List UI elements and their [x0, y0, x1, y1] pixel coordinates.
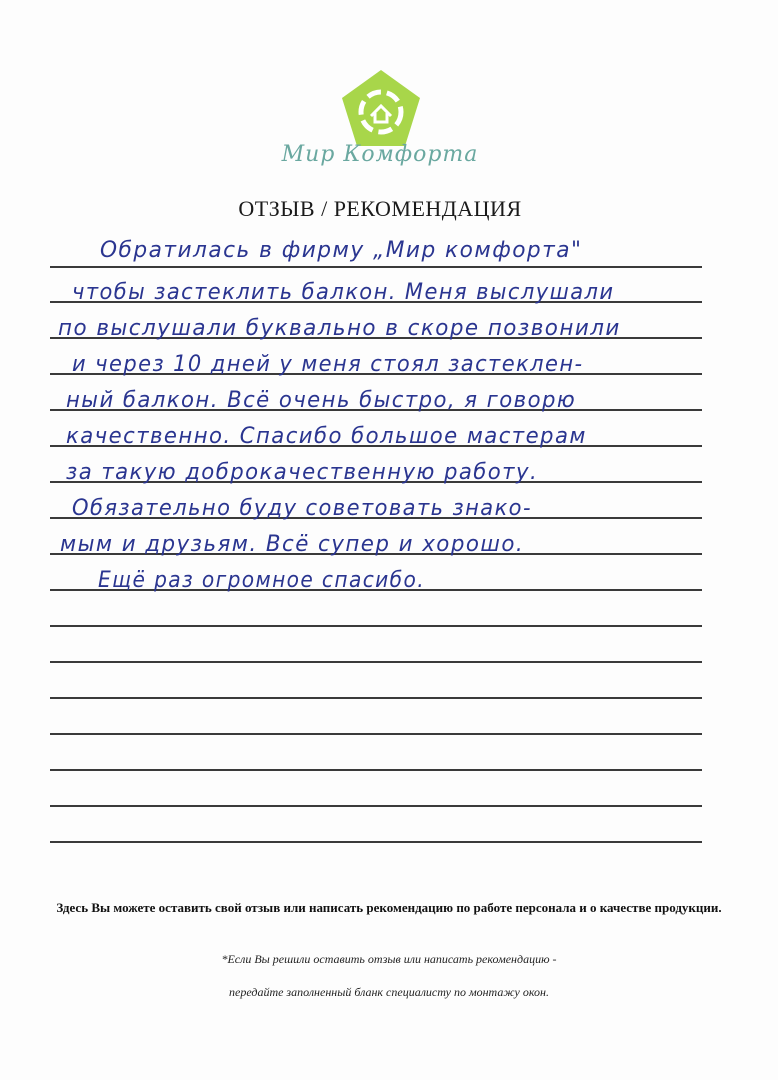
handwritten-line-9: мым и друзьям. Всё супер и хорошо.	[60, 532, 525, 557]
handwritten-line-2: чтобы застеклить балкон. Меня выслушали	[72, 280, 615, 305]
handwritten-line-10: Ещё раз огромное спасибо.	[98, 568, 425, 593]
rule-line	[50, 661, 702, 663]
company-logo	[340, 68, 422, 148]
footer-note-line-2: передайте заполненный бланк специалисту по монтажу окон.	[229, 985, 549, 999]
rule-line	[50, 769, 702, 771]
rule-line	[50, 733, 702, 735]
handwritten-line-3: по выслушали буквально в скоре позвонили	[58, 316, 621, 341]
brand-name: Мир Комфорта	[281, 142, 479, 167]
footer-note-line-1: *Если Вы решили оставить отзыв или написать рекомендацию -	[221, 952, 557, 966]
page-title: ОТЗЫВ / РЕКОМЕНДАЦИЯ	[238, 196, 522, 221]
rule-line	[50, 841, 702, 843]
rule-line	[50, 805, 702, 807]
rule-line	[50, 266, 702, 268]
handwritten-line-8: Обязательно буду советовать знако-	[72, 496, 532, 521]
handwritten-line-6: качественно. Спасибо большое мастерам	[66, 424, 587, 449]
rule-line	[50, 625, 702, 627]
handwritten-line-1: Обратилась в фирму „Мир комфорта"	[100, 238, 583, 263]
rule-line	[50, 697, 702, 699]
footer-instruction: Здесь Вы можете оставить свой отзыв или написать рекомендацию по работе персонала и о качестве продукции.	[56, 900, 722, 915]
handwritten-line-5: ный балкон. Всё очень быстро, я говорю	[66, 388, 577, 413]
handwritten-line-4: и через 10 дней у меня стоял застеклен-	[72, 352, 584, 377]
handwritten-line-7: за такую доброкачественную работу.	[66, 460, 539, 485]
